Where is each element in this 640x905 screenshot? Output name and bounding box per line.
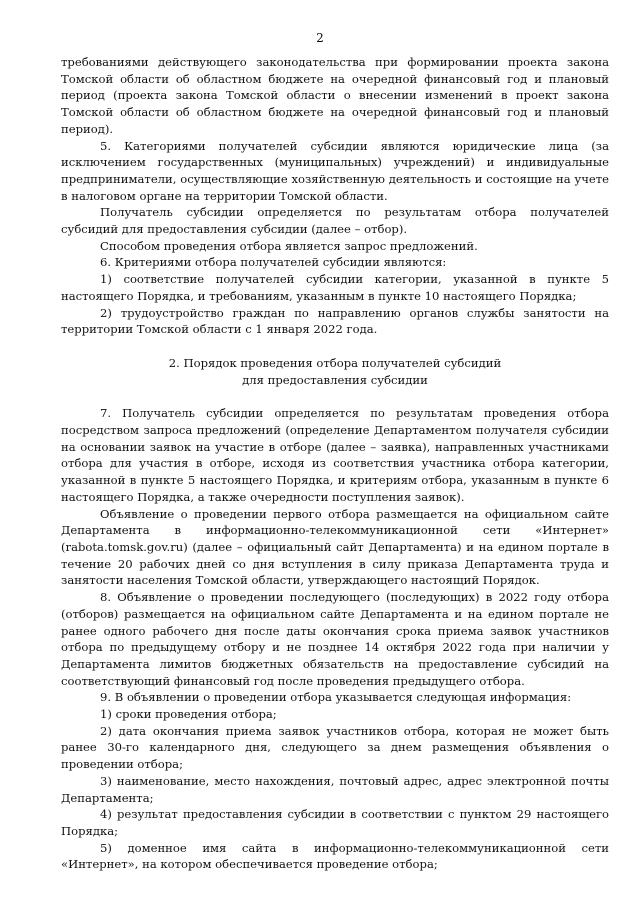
page-number: 2 — [316, 31, 324, 45]
list-item: 1) сроки проведения отбора; — [100, 707, 277, 722]
paragraph: 7. Получатель субсидии определяется по результатам проведения отбора посредством запроса предложений (определение Департаментом получателя субсидии на основании заявок на участие в отборе (далее – заявка), направленных участниками отбора для участия в отборе, исходя из соответствия участника отбора категории, указанной в пункте 5 настоящего Порядка, и критериям отбора, указанным в пункте 6 настоящего Порядка, а также очередности поступления заявок). — [61, 406, 609, 504]
paragraph: 6. Критериями отбора получателей субсидии являются: — [100, 255, 447, 270]
list-item: 3) наименование, место нахождения, почтовый адрес, адрес электронной почты Департамента; — [61, 773, 609, 805]
list-item: 4) результат предоставления субсидии в соответствии с пунктом 29 настоящего Порядка; — [61, 807, 609, 838]
section-heading-line: 2. Порядок проведения отбора получателей субсидий — [168, 355, 502, 370]
paragraph: Объявление о проведении первого отбора размещается на официальном сайте Департамента в информационно-телекоммуникационной сети «Интернет» (rabota.tomsk.gov.ru) (далее – официальный сайт Департамента) и на едином портале в течение 20 рабочих дней со дня вступления в силу приказа Департамента труда и занятости населения Томской области, утверждающего настоящий Порядок. — [61, 506, 609, 588]
paragraph: 8. Объявление о проведении последующего (последующих) в 2022 году отбора (отборов) размещается на официальном сайте Департамента и на едином портале не ранее одного рабочего дня после даты окончания срока приема заявок участников отбора по предыдущему отбору и не позднее 14 октября 2022 года при наличии у Департамента лимитов бюджетных обязательств на предоставление субсидий на соответствующий финансовый год после проведения предыдущего отбора. — [61, 590, 609, 688]
paragraph: 2) трудоустройство граждан по направлению органов службы занятости на территории Томской области с 1 января 2022 года. — [61, 305, 609, 337]
document-body — [61, 54, 609, 873]
paragraph: Способом проведения отбора является запрос предложений. — [100, 238, 478, 253]
paragraph: Получатель субсидии определяется по результатам отбора получателей субсидий для предоставления субсидии (далее – отбор). — [61, 205, 609, 237]
paragraph: 9. В объявлении о проведении отбора указывается следующая информация: — [100, 690, 572, 705]
list-item: 2) дата окончания приема заявок участников отбора, которая не может быть ранее 30-го календарного дня, следующего за днем размещения объявления о проведении отбора; — [61, 723, 609, 772]
section-heading-line: для предоставления субсидии — [242, 372, 428, 387]
list-item: 5) доменное имя сайта в информационно-телекоммуникационной сети «Интернет», на котором обеспечивается проведение отбора; — [61, 840, 609, 872]
paragraph: 1) соответствие получателей субсидии категории, указанной в пункте 5 настоящего Порядка, и требованиям, указанным в пункте 10 настоящего Порядка; — [61, 272, 609, 303]
paragraph: 5. Категориями получателей субсидии являются юридические лица (за исключением государственных (муниципальных) учреждений) и индивидуальные предприниматели, осуществляющие хозяйственную деятельность и состоящие на учете в налоговом органе на территории Томской области. — [61, 138, 609, 203]
paragraph: требованиями действующего законодательства при формировании проекта закона Томской области об областном бюджете на очередной финансовый год и плановый период (проекта закона Томской области о внесении изменений в проект закона Томской области об областном бюджете на очередной финансовый год и плановый период). — [61, 55, 609, 136]
